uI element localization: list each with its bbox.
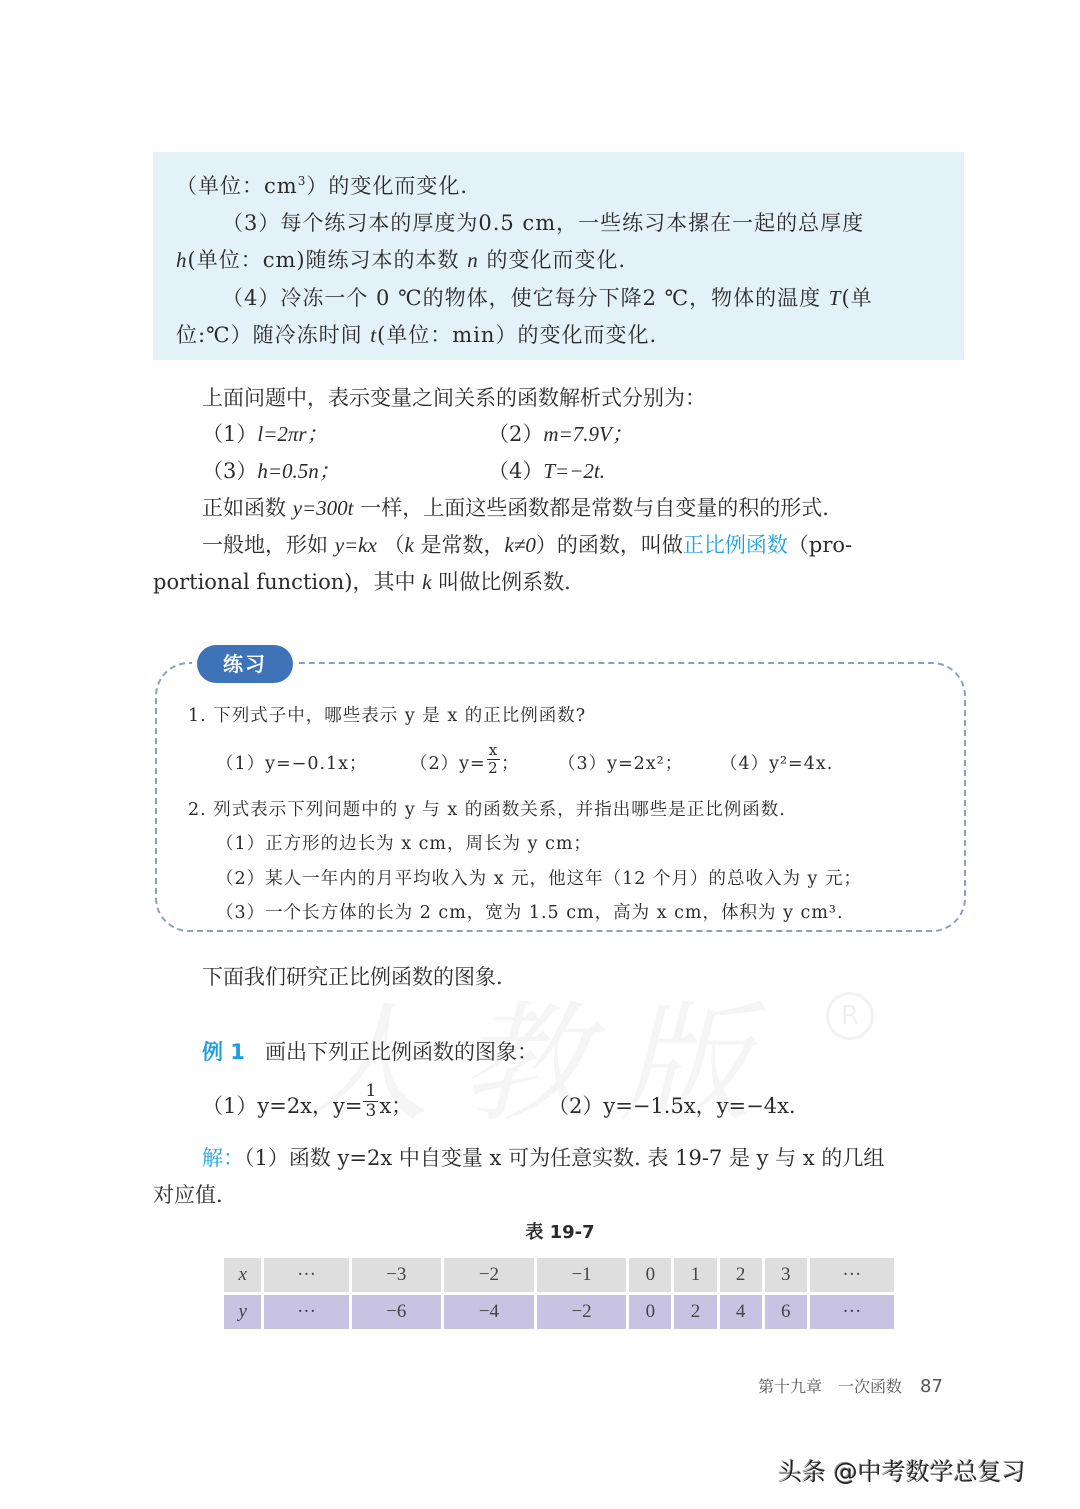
analysis-intro: 上面问题中，表示变量之间关系的函数解析式分别为： (202, 386, 706, 410)
page-number: 87 (920, 1376, 943, 1397)
table-cell: −1 (537, 1258, 627, 1292)
table-cell: −2 (537, 1295, 627, 1329)
table-cell: 2 (674, 1295, 716, 1329)
practice-box (155, 662, 966, 932)
q2-item-1: （1）正方形的边长为 x cm，周长为 y cm； (216, 834, 592, 854)
table-row-x (224, 1258, 894, 1292)
table-cell: 2 (720, 1258, 762, 1292)
table-row-y (224, 1295, 894, 1329)
table-cell: ··· (810, 1295, 894, 1329)
example-label: 例 1 (202, 1040, 245, 1064)
solution-line-1: 解：（1）函数 y=2x 中自变量 x 可为任意实数. 表 19-7 是 y 与 x 的几组 (202, 1146, 885, 1170)
table-cell: 0 (629, 1295, 671, 1329)
value-table (221, 1255, 897, 1332)
graph-section-intro: 下面我们研究正比例函数的图象. (202, 965, 503, 989)
box-item-3-line-b: h(单位：cm)随练习本的本数 n 的变化而变化. (176, 248, 627, 272)
box-item-4-line-b: 位:℃）随冷冻时间 t(单位：min）的变化而变化. (176, 323, 658, 347)
term-proportional-function: 正比例函数 (682, 533, 788, 557)
table-cell: −3 (352, 1258, 442, 1292)
table-cell: 0 (629, 1258, 671, 1292)
paragraph-product-form: 正如函数 y=300t 一样，上面这些函数都是常数与自变量的积的形式. (202, 496, 829, 520)
q1-option-1: （1）y=−0.1x； (216, 754, 368, 774)
table-head-y: y (224, 1295, 261, 1329)
table-cell: 4 (720, 1295, 762, 1329)
box-line-1: （单位：$cm^3$）的变化而变化. (176, 174, 469, 198)
registered-mark-icon: R (826, 992, 874, 1040)
box-item-3-line-a: （3）每个练习本的厚度为0.5 cm，一些练习本摞在一起的总厚度 (222, 211, 865, 235)
example-1-heading: 例 1 画出下列正比例函数的图象： (202, 1040, 538, 1064)
table-cell: −2 (444, 1258, 534, 1292)
solution-label: 解： (202, 1146, 244, 1170)
table-cell: ··· (264, 1295, 348, 1329)
paragraph-definition-cont: portional function)，其中 k 叫做比例系数. (153, 570, 571, 594)
box-item-4-line-a: （4）冷冻一个 0 ℃的物体，使它每分下降2 ℃，物体的温度 T(单 (222, 286, 873, 310)
table-cell: ··· (264, 1258, 348, 1292)
q1-option-3: （3）y=2x²； (558, 754, 684, 774)
practice-badge: 练习 (197, 645, 293, 683)
formula-3: （3）h=0.5n； (202, 459, 340, 483)
table-cell: ··· (810, 1258, 894, 1292)
q2-item-2: （2）某人一年内的月平均收入为 x 元，他这年（12 个月）的总收入为 y 元； (216, 869, 862, 889)
q1-option-2: （2）y= $\frac{x}{2}$ ； (410, 741, 520, 777)
q1-option-4: （4）y²=4x. (720, 754, 834, 774)
page-footer (758, 1374, 943, 1397)
q2-item-3: （3）一个长方体的长为 2 cm，宽为 1.5 cm，高为 x cm，体积为 y cm³. (216, 903, 844, 923)
table-cell: 3 (765, 1258, 807, 1292)
practice-question-1: 1. 下列式子中，哪些表示 y 是 x 的正比例函数? (188, 706, 587, 726)
table-cell: −4 (444, 1295, 534, 1329)
table-cell: −6 (352, 1295, 442, 1329)
table-cell: 6 (765, 1295, 807, 1329)
solution-line-2: 对应值. (153, 1183, 223, 1207)
table-cell: 1 (674, 1258, 716, 1292)
table-caption: 表 19-7 (525, 1222, 595, 1243)
table-head-x: x (224, 1258, 261, 1292)
chapter-title: 第十九章 一次函数 (758, 1377, 903, 1396)
paragraph-definition: 一般地，形如 y=kx （k 是常数，k≠0）的函数，叫做正比例函数（pro- (202, 533, 853, 557)
formula-2: （2）m=7.9V； (488, 422, 633, 446)
practice-question-2: 2. 列式表示下列问题中的 y 与 x 的函数关系，并指出哪些是正比例函数. (188, 800, 786, 820)
formula-1: （1）l=2πr； (202, 422, 328, 446)
source-credit: 头条 @中考数学总复习 (778, 1458, 1026, 1486)
example-1-part-2: （2）y=−1.5x，y=−4x. (548, 1094, 796, 1118)
example-1-part-1: （1）y=2x，y= $\frac{1}{3}$ x； (202, 1081, 413, 1121)
formula-4: （4）T=−2t. (488, 459, 605, 483)
